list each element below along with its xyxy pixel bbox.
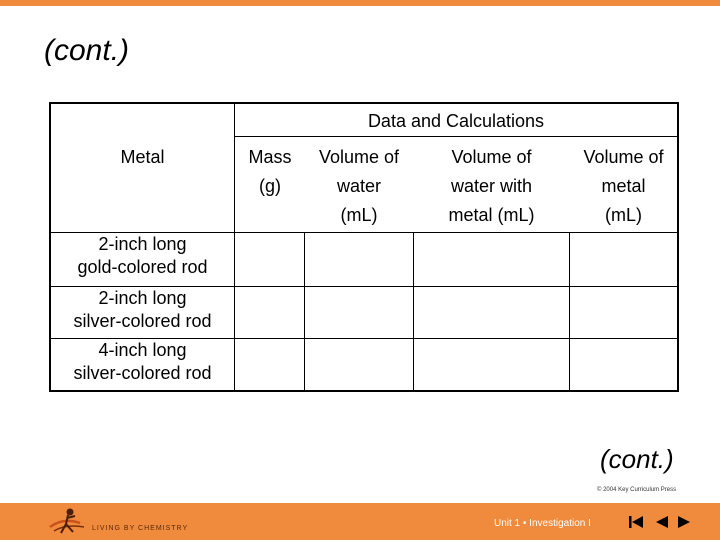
table-line-col3: [413, 232, 414, 392]
mass-header: Mass (g): [248, 147, 292, 196]
row-label-silver-rod-4in: 4-inch long silver-colored rod: [73, 340, 212, 383]
table-caption: Data and Calculations: [367, 111, 545, 131]
volume-water-metal-header: Volume of water with metal (mL): [448, 147, 535, 225]
table-border-bottom: [49, 390, 679, 392]
unit-label: Unit 1 • Investigation I: [494, 518, 591, 529]
slide-title: (cont.): [44, 34, 130, 67]
volume-metal-header: Volume of metal (mL): [583, 147, 664, 225]
table-line-caption: [234, 136, 679, 137]
metal-header: Metal: [120, 147, 165, 167]
molecule-figure-icon: [48, 507, 88, 537]
next-slide-icon[interactable]: [676, 515, 692, 529]
logo-text: LIVING BY CHEMISTRY: [92, 525, 189, 532]
previous-slide-icon[interactable]: [654, 515, 670, 529]
row-label-gold-rod: 2-inch long gold-colored rod: [77, 234, 208, 277]
first-slide-icon[interactable]: [628, 515, 644, 529]
table-line-col2: [304, 232, 305, 392]
table-border-top: [49, 102, 679, 104]
top-accent-bar: [0, 0, 720, 6]
living-by-chemistry-logo: [48, 507, 208, 537]
table-border-right: [677, 102, 679, 392]
copyright-text: © 2004 Key Curriculum Press: [597, 487, 677, 493]
continued-label: (cont.): [600, 444, 674, 474]
data-table: [49, 102, 679, 392]
row-label-silver-rod-2in: 2-inch long silver-colored rod: [73, 288, 212, 331]
table-line-col4: [569, 232, 570, 392]
volume-water-header: Volume of water (mL): [318, 147, 400, 225]
footer-bar: [0, 503, 720, 540]
